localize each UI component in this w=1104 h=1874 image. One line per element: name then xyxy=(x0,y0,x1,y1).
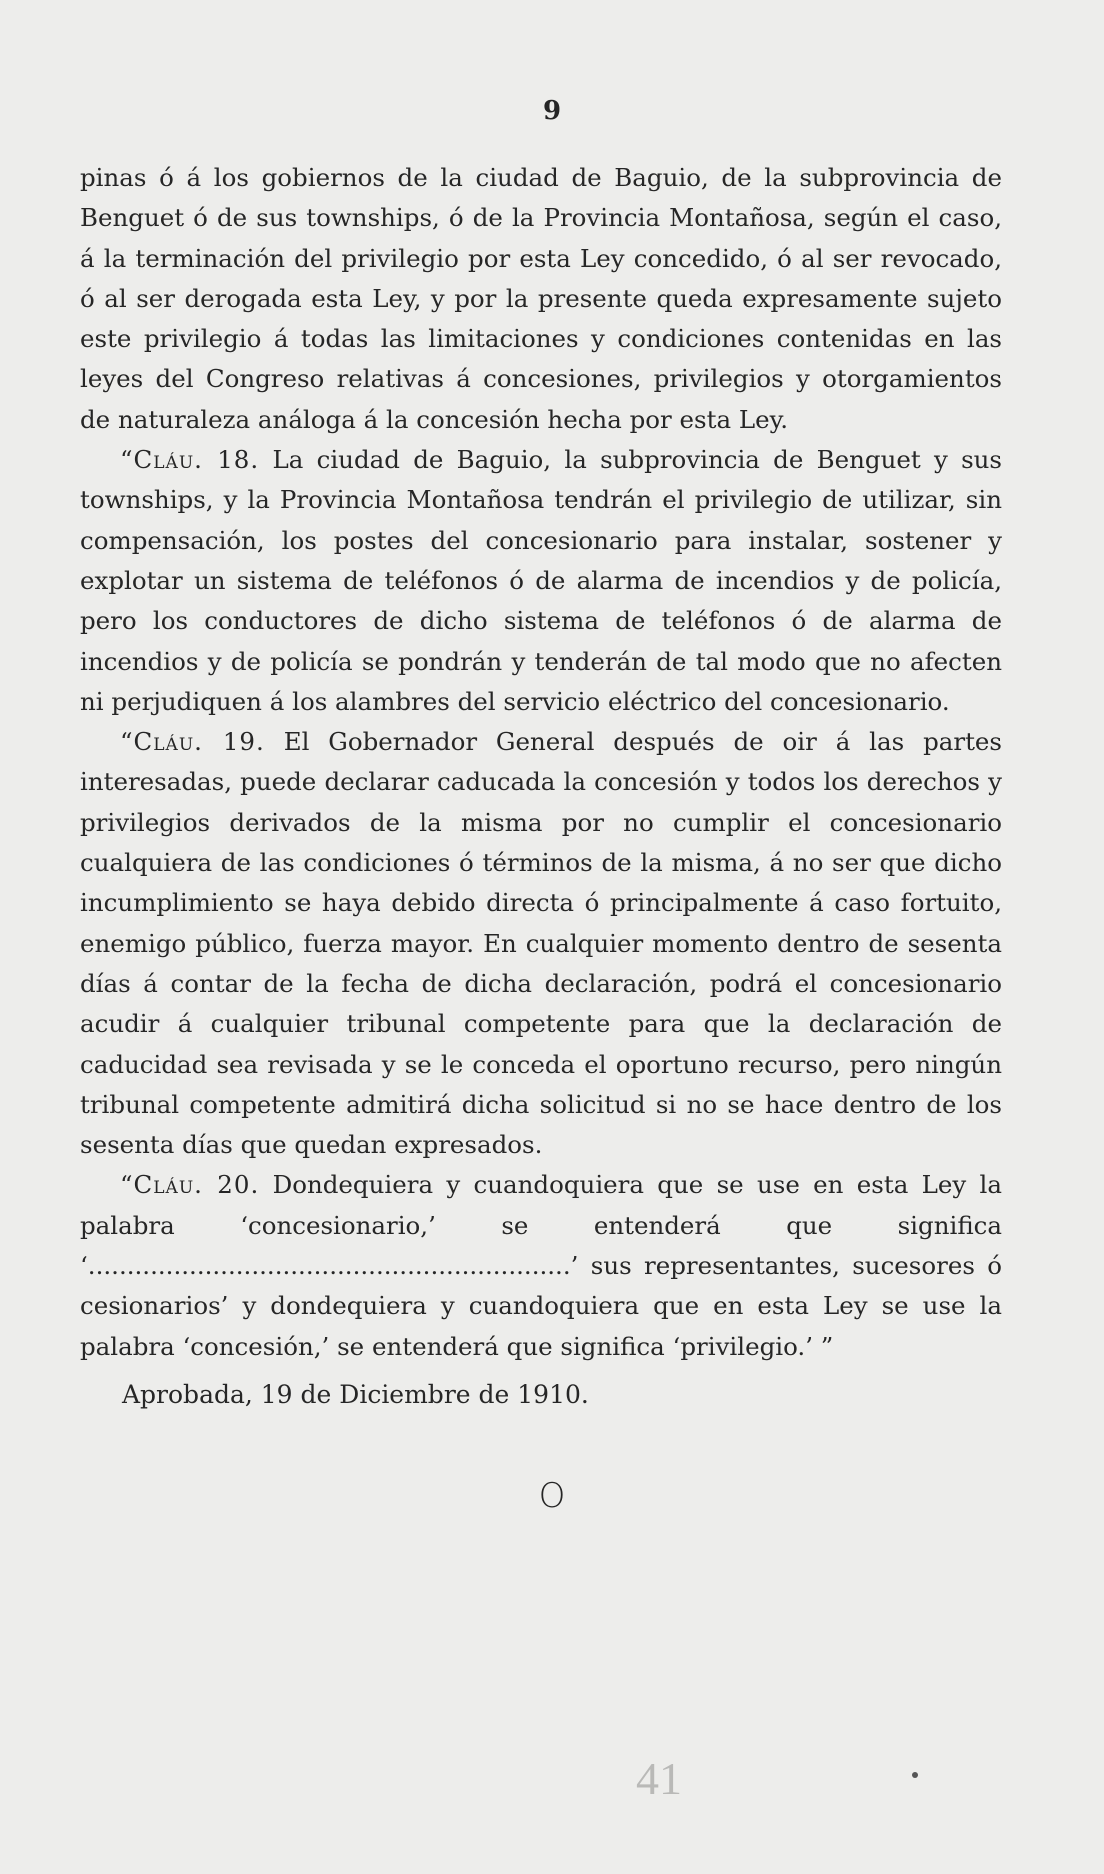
clause-label: “Cláu. 19. xyxy=(120,727,265,757)
clause-18 xyxy=(80,440,1002,722)
body-text xyxy=(80,158,1002,1415)
paragraph-text: pinas ó á los gobiernos de la ciudad de Baguio, de la subprovincia de Benguet ó de sus townships, ó de la Provincia Montañosa, según el caso, á la terminación del privilegio por esta Ley concedido, ó al ser revocado, ó al ser derogada esta Ley, y por la presente queda expresamente sujeto este privilegio á todas las limitaciones y condiciones contenidas en las leyes del Congreso relativas á concesiones, privilegios y otorgamientos de naturaleza análoga á la concesión hecha por esta Ley. xyxy=(80,163,1002,434)
end-mark: O xyxy=(538,1476,566,1516)
clause-text: El Gobernador General después de oir á las partes interesadas, puede declarar caducada la concesión y todos los derechos y privilegios derivados de la misma por no cumplir el concesionario cualquiera de las condiciones ó términos de la misma, á no ser que dicho incumplimiento se haya debido directa ó principalmente á caso fortuito, enemigo público, fuerza mayor. En cualquier momento dentro de sesenta días á contar de la fecha de dicha declaración, podrá el concesionario acudir á cualquier tribunal competente para que la declaración de caducidad sea revisada y se le conceda el oportuno recurso, pero ningún tribunal competente admitirá dicha solicitud si no se hace dentro de los sesenta días que quedan expresados. xyxy=(80,727,1002,1160)
clause-19 xyxy=(80,722,1002,1165)
paragraph-continuation xyxy=(80,158,1002,440)
page-number: 9 xyxy=(542,96,562,126)
ink-speck xyxy=(912,1772,918,1778)
clause-text: Dondequiera y cuandoquiera que se use en esta Ley la palabra ‘concesionario,’ se entenderá que significa ‘..............................................................’ sus representantes, sucesores ó cesionarios’ y dondequiera y cuandoquiera que en esta Ley se use la palabra ‘concesión,’ se entenderá que significa ‘privilegio.’ ” xyxy=(80,1170,1002,1361)
page-stamp: 41 xyxy=(636,1753,682,1804)
approval-date: Aprobada, 19 de Diciembre de 1910. xyxy=(122,1379,589,1409)
clause-20 xyxy=(80,1165,1002,1366)
clause-label: “Cláu. 20. xyxy=(120,1170,260,1200)
clause-text: La ciudad de Baguio, la subprovincia de Benguet y sus townships, y la Provincia Montañosa tendrán el privilegio de utilizar, sin compensación, los postes del concesionario para instalar, sostener y explotar un sistema de teléfonos ó de alarma de incendios y de policía, pero los conductores de dicho sistema de teléfonos ó de alarma de incendios y de policía se pondrán y tenderán de tal modo que no afecten ni perjudiquen á los alambres del servicio eléctrico del concesionario. xyxy=(80,445,1003,716)
clause-label: “Cláu. 18. xyxy=(120,445,260,475)
